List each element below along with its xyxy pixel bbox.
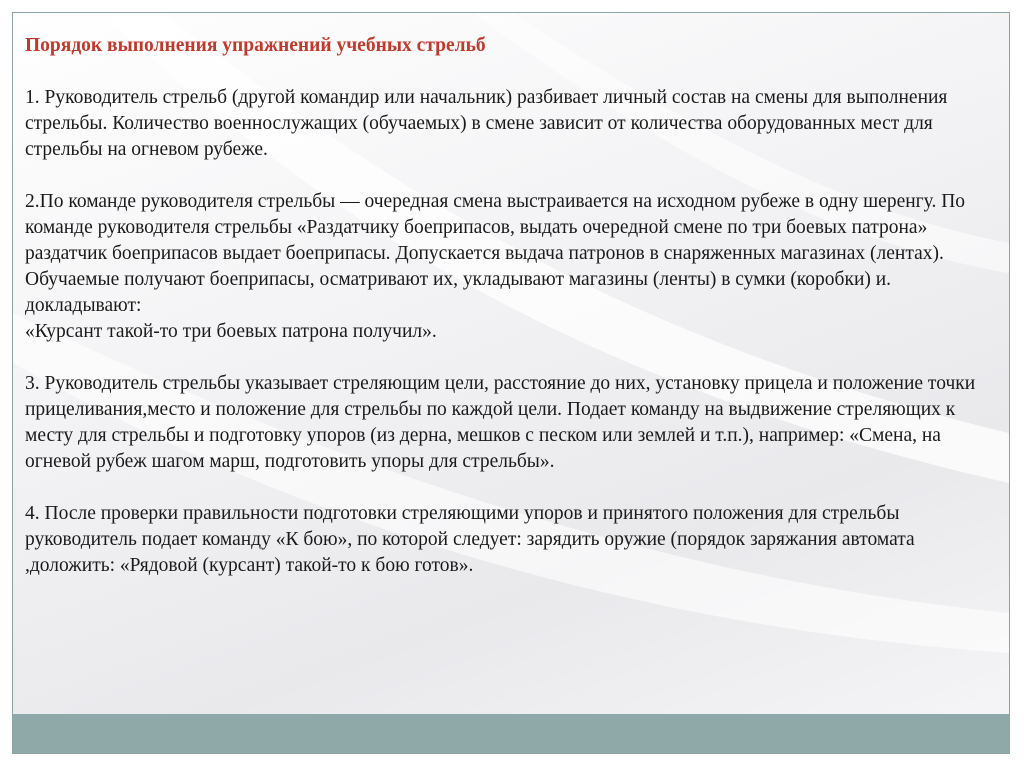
paragraph-1: 1. Руководитель стрельб (другой командир или начальник) разбивает личный состав на смены для выполнения стрельбы. Количество военнослужащих (обучаемых) в смене зависит от количества оборудованных мест для стрельбы на огневом рубеже. [25, 87, 948, 160]
slide-content [25, 33, 1000, 605]
paragraph-4: 4. После проверки правильности подготовки стреляющими упоров и принятого положения для стрельбы руководитель подает команду «К бою», по которой следует: зарядить оружие (порядок заряжания автомата ,доложить: «Рядовой (курсант) такой-то к бою готов». [25, 503, 915, 576]
footer-bar [13, 714, 1009, 753]
paragraph-3: 3. Руководитель стрельбы указывает стреляющим цели, расстояние до них, установку прицела и положение точки прицеливания,место и положение для стрельбы по каждой цели. Подает команду на выдвижение стреляющих к месту для стрельбы и подготовку упоров (из дерна, мешков с песком или землей и т.п.), например: «Смена, на огневой рубеж шагом марш, подготовить упоры для стрельбы». [25, 373, 976, 472]
slide-frame [12, 12, 1010, 754]
paragraph-2: 2.По команде руководителя стрельбы — очередная смена выстраивается на исходном рубеже в одну шеренгу. По команде руководителя стрельбы «Раздатчику боеприпасов, выдать очередной смене по три боевых патрона» раздатчик боеприпасов выдает боеприпасы. Допускается выдача патронов в снаряженных магазинах (лентах). Обучаемые получают боеприпасы, осматривают их, укладывают магазины (ленты) в сумки (коробки) и. докладывают: «Курсант такой-то три боевых патрона получил». [25, 191, 966, 342]
slide-title: Порядок выполнения упражнений учебных стрельб [25, 35, 486, 56]
